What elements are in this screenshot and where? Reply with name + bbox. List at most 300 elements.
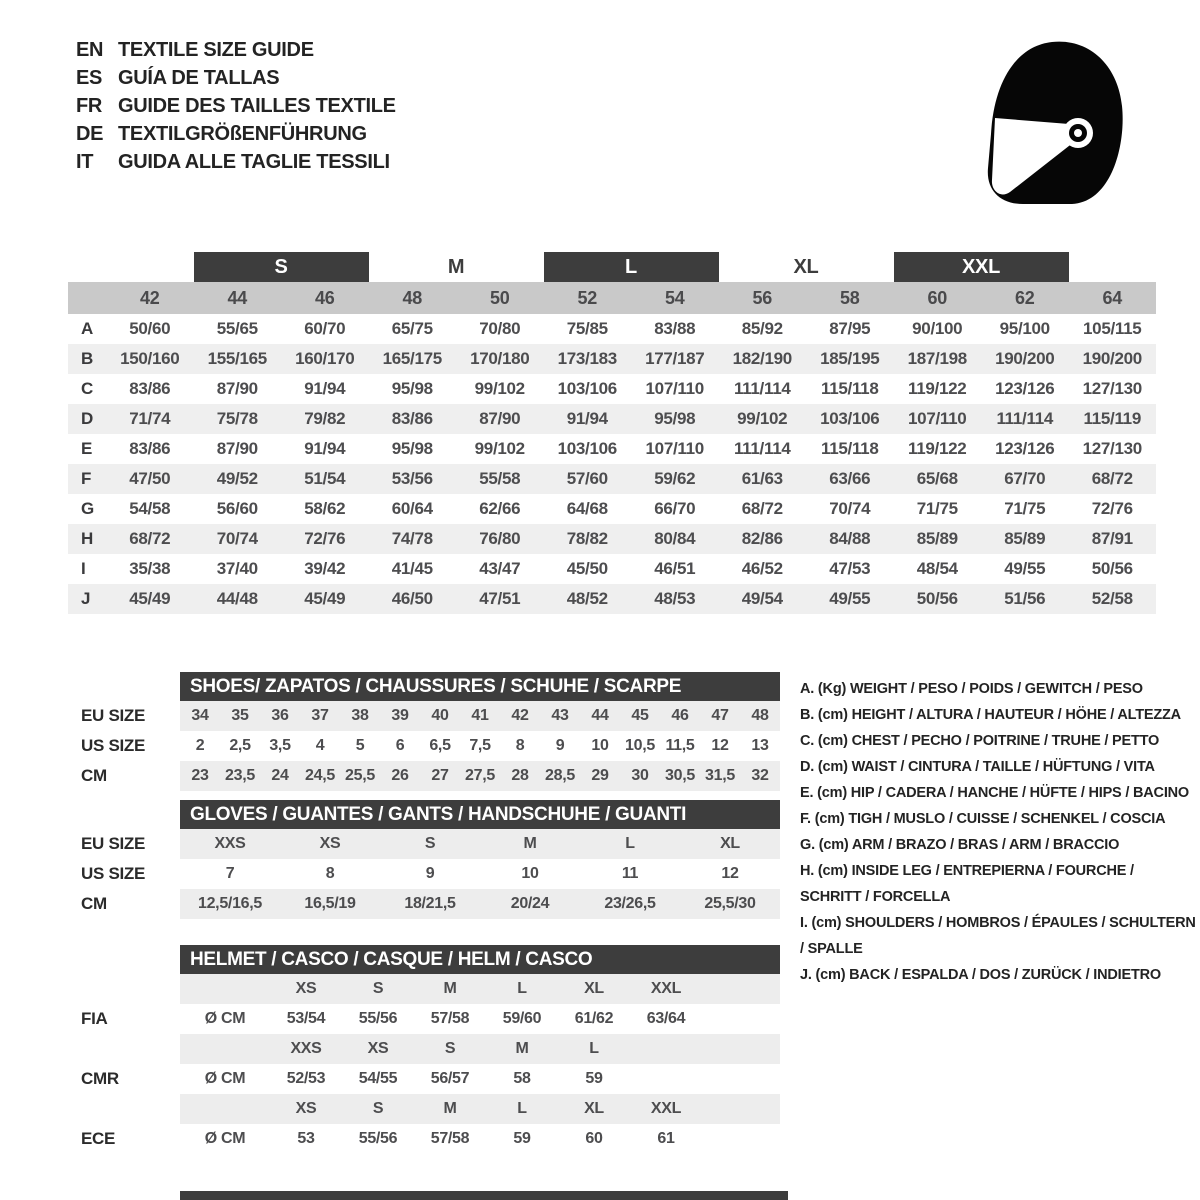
table-cell: 47 [711, 707, 729, 724]
language-code: FR [76, 94, 103, 117]
table-cell: 56/57 [430, 1070, 470, 1087]
table-cell: 55/65 [216, 319, 258, 338]
language-code: IT [76, 150, 94, 173]
table-cell: 48/53 [654, 589, 696, 608]
row-cells [106, 554, 1156, 584]
table-cell: 6,5 [429, 737, 451, 754]
table-cell: L [625, 835, 635, 852]
table-cell: 12,5/16,5 [197, 895, 263, 912]
column-header-cell: 48 [402, 287, 422, 308]
section-spacer [68, 919, 780, 945]
table-cell [630, 1034, 702, 1064]
table-cell: 49/55 [1004, 559, 1046, 578]
table-cell: 70/80 [479, 319, 521, 338]
row-label: E [81, 439, 93, 458]
table-cell: 45/50 [566, 559, 608, 578]
table-row [68, 314, 1156, 344]
table-cell: 127/130 [1082, 439, 1142, 458]
column-header-cell: 58 [840, 287, 860, 308]
table-cell: 23 [191, 767, 209, 784]
measurement-legend-entry: D. (cm) WAIST / CINTURA / TAILLE / HÜFTUNG / VITA [800, 759, 1155, 775]
table-cell: 16,5/19 [304, 895, 356, 912]
row-label [68, 1034, 180, 1064]
table-cell: Ø CM [204, 1070, 246, 1087]
table-cell: 7,5 [469, 737, 491, 754]
table-cell: 7 [225, 865, 235, 882]
row-cells [106, 374, 1156, 404]
language-title-row [76, 36, 396, 64]
helmet-section-title: HELMET / CASCO / CASQUE / HELM / CASCO [190, 948, 593, 970]
table-cell: M [443, 1100, 457, 1117]
table-cell: XS [295, 980, 317, 997]
table-cell: 37 [311, 707, 329, 724]
row-label: US SIZE [81, 864, 146, 883]
table-cell: 57/58 [430, 1130, 470, 1147]
table-cell: 40 [431, 707, 449, 724]
table-row [68, 1094, 780, 1124]
table-cell: S [444, 1040, 456, 1057]
row-cells [180, 761, 780, 791]
table-cell: 84/88 [829, 529, 871, 548]
table-cell: 80/84 [654, 529, 696, 548]
row-label: D [81, 409, 93, 428]
table-cell: 90/100 [912, 319, 963, 338]
table-row [68, 1004, 780, 1034]
table-cell: 42 [511, 707, 529, 724]
table-cell: 67/70 [1004, 469, 1046, 488]
row-label: G [81, 499, 94, 518]
table-cell: 59/62 [654, 469, 696, 488]
column-header-cell: 46 [315, 287, 335, 308]
column-header-cell: 50 [490, 287, 510, 308]
language-code: DE [76, 122, 104, 145]
table-cell: 12 [721, 865, 739, 882]
table-cell: 59 [585, 1070, 603, 1087]
table-cell: Ø CM [204, 1010, 246, 1027]
table-cell: 150/160 [120, 349, 180, 368]
table-cell: 11 [621, 865, 639, 882]
table-cell: 57/58 [430, 1010, 470, 1027]
table-cell: 34 [191, 707, 209, 724]
row-cells [106, 404, 1156, 434]
table-cell: 36 [271, 707, 289, 724]
table-cell: 105/115 [1083, 319, 1142, 338]
table-cell: 54/55 [358, 1070, 398, 1087]
table-cell: 79/82 [304, 409, 346, 428]
table-cell: 58/62 [304, 499, 346, 518]
row-cells [180, 829, 780, 859]
table-cell: 24,5 [305, 767, 335, 784]
table-cell: 37/40 [216, 559, 258, 578]
bottom-cropped-band [180, 1191, 788, 1200]
measurement-legend [800, 676, 1196, 988]
row-cells [180, 859, 780, 889]
measurement-legend-entry: G. (cm) ARM / BRAZO / BRAS / ARM / BRACCIO [800, 837, 1120, 853]
table-cell: L [517, 980, 527, 997]
table-cell: XXL [650, 980, 682, 997]
table-cell: 60/70 [304, 319, 346, 338]
measurement-legend-entry: I. (cm) SHOULDERS / HOMBROS / ÉPAULES / SCHULTERN / SPALLE [800, 915, 1196, 957]
table-cell: 103/106 [557, 439, 617, 458]
table-cell: XL [720, 835, 740, 852]
row-cells [106, 524, 1156, 554]
table-row [68, 524, 1156, 554]
table-cell: 107/110 [645, 379, 704, 398]
table-cell: 51/56 [1004, 589, 1046, 608]
shoes-section-title: SHOES/ ZAPATOS / CHAUSSURES / SCHUHE / SCARPE [190, 675, 682, 697]
language-title-row [76, 92, 396, 120]
table-cell: 58 [513, 1070, 531, 1087]
table-cell: 2,5 [229, 737, 251, 754]
gloves-section-header [180, 800, 780, 829]
table-cell: 127/130 [1082, 379, 1142, 398]
table-cell: 119/122 [908, 439, 967, 458]
table-cell: 28 [511, 767, 529, 784]
table-cell: L [589, 1040, 599, 1057]
table-cell: 68/72 [1091, 469, 1133, 488]
table-cell: 75/78 [216, 409, 258, 428]
table-row [68, 1034, 780, 1064]
table-cell: 49/55 [829, 589, 871, 608]
table-cell [630, 1064, 702, 1094]
table-cell: 23/26,5 [604, 895, 656, 912]
row-label: FIA [81, 1009, 108, 1028]
table-cell: 49/52 [216, 469, 258, 488]
table-cell: 51/54 [304, 469, 346, 488]
table-cell: 26 [391, 767, 409, 784]
table-cell [180, 1034, 270, 1064]
language-title-row [76, 148, 396, 176]
measurement-legend-entry: J. (cm) BACK / ESPALDA / DOS / ZURÜCK / INDIETRO [800, 967, 1161, 983]
table-cell: 61 [657, 1130, 675, 1147]
language-code: EN [76, 38, 104, 61]
table-cell: XS [367, 1040, 389, 1057]
column-header-cell: 64 [1102, 287, 1122, 308]
table-cell: XL [584, 980, 604, 997]
table-cell: 83/88 [654, 319, 696, 338]
table-row [68, 829, 780, 859]
table-row [68, 344, 1156, 374]
table-cell: 61/62 [574, 1010, 614, 1027]
table-cell: 82/86 [741, 529, 783, 548]
table-cell: 63/64 [646, 1010, 686, 1027]
table-cell: 87/91 [1091, 529, 1133, 548]
table-cell: 74/78 [391, 529, 433, 548]
row-label: A [81, 319, 93, 338]
language-title-list [76, 36, 396, 176]
table-cell: 111/114 [733, 379, 791, 398]
row-cells [180, 1004, 780, 1034]
table-cell: 60 [585, 1130, 603, 1147]
table-cell: 10,5 [625, 737, 655, 754]
table-cell: 190/200 [995, 349, 1055, 368]
table-cell: 55/58 [479, 469, 521, 488]
table-cell: 2 [195, 737, 205, 754]
table-cell [180, 974, 270, 1004]
size-band-m: M [447, 255, 465, 278]
table-cell: 6 [395, 737, 405, 754]
column-headers [106, 282, 1156, 314]
table-cell: 9 [425, 865, 435, 882]
table-cell: 10 [521, 865, 539, 882]
table-cell: 71/75 [1004, 499, 1046, 518]
table-cell: 111/114 [996, 409, 1054, 428]
table-cell: 35/38 [129, 559, 171, 578]
table-cell: 45/49 [129, 589, 171, 608]
row-label: CM [81, 766, 107, 785]
measurement-legend-entry: B. (cm) HEIGHT / ALTURA / HAUTEUR / HÖHE / ALTEZZA [800, 707, 1181, 723]
table-cell: 107/110 [645, 439, 704, 458]
table-row [68, 761, 780, 791]
table-cell: 38 [351, 707, 369, 724]
table-cell: 56/60 [216, 499, 258, 518]
size-band-l: L [544, 252, 719, 282]
table-row [68, 434, 1156, 464]
row-cells [180, 701, 780, 731]
table-cell: XXL [650, 1100, 682, 1117]
table-cell: 4 [315, 737, 325, 754]
table-cell: 23,5 [225, 767, 255, 784]
table-row [68, 584, 1156, 614]
row-cells [106, 584, 1156, 614]
table-cell: 27,5 [465, 767, 495, 784]
table-cell: 43 [551, 707, 569, 724]
row-cells [180, 974, 780, 1004]
table-cell: 46/50 [391, 589, 433, 608]
measurement-rows [68, 314, 1156, 614]
table-cell: 60/64 [391, 499, 433, 518]
table-cell: 57/60 [566, 469, 608, 488]
row-label: ECE [81, 1129, 116, 1148]
table-cell: 53/56 [391, 469, 433, 488]
column-header-cell: 52 [577, 287, 597, 308]
table-cell: 155/165 [207, 349, 267, 368]
table-cell: M [523, 835, 537, 852]
table-cell: 59/60 [502, 1010, 542, 1027]
table-cell: 85/89 [1004, 529, 1046, 548]
measurement-legend-entry: E. (cm) HIP / CADERA / HANCHE / HÜFTE / HIPS / BACINO [800, 785, 1189, 801]
section-spacer [68, 791, 780, 800]
column-header-cell: 62 [1015, 287, 1035, 308]
table-cell: 39/42 [304, 559, 346, 578]
table-cell: 47/50 [129, 469, 171, 488]
table-cell: XXS [214, 835, 246, 852]
column-header-cell: 42 [140, 287, 160, 308]
table-cell: 52/53 [286, 1070, 326, 1087]
table-cell: 123/126 [995, 379, 1055, 398]
table-cell: 46/51 [654, 559, 696, 578]
table-cell: 43/47 [479, 559, 521, 578]
table-cell: 20/24 [510, 895, 550, 912]
table-cell: 85/89 [916, 529, 958, 548]
table-cell: 103/106 [557, 379, 617, 398]
textile-size-table [68, 252, 1156, 614]
table-cell: 115/118 [821, 379, 879, 398]
row-cells [106, 464, 1156, 494]
table-cell: 115/119 [1083, 409, 1141, 428]
table-cell: 91/94 [566, 409, 608, 428]
table-cell: 46 [671, 707, 689, 724]
language-title-row [76, 64, 396, 92]
table-cell: 8 [515, 737, 525, 754]
table-cell: 65/75 [391, 319, 433, 338]
table-cell: 13 [751, 737, 769, 754]
table-cell: 99/102 [737, 409, 788, 428]
table-cell: 3,5 [269, 737, 291, 754]
table-row [68, 701, 780, 731]
accessory-tables [68, 672, 780, 1154]
table-cell: 24 [271, 767, 289, 784]
table-cell: 83/86 [391, 409, 433, 428]
table-row [68, 404, 1156, 434]
table-cell: 61/63 [741, 469, 783, 488]
table-cell: 64/68 [566, 499, 608, 518]
guide-title: GUIDA ALLE TAGLIE TESSILI [118, 150, 390, 173]
table-cell: 8 [325, 865, 335, 882]
column-header-cell: 54 [665, 287, 685, 308]
table-cell: S [372, 1100, 384, 1117]
size-band-s: S [194, 252, 369, 282]
row-cells [180, 1094, 780, 1124]
row-label: H [81, 529, 93, 548]
table-cell: 48/54 [916, 559, 958, 578]
row-label: F [81, 469, 92, 488]
table-cell: 91/94 [304, 439, 346, 458]
row-cells [106, 434, 1156, 464]
table-row [68, 889, 780, 919]
table-cell: 32 [751, 767, 769, 784]
row-label: CM [81, 894, 107, 913]
table-cell: 70/74 [829, 499, 871, 518]
table-cell: 78/82 [566, 529, 608, 548]
table-cell: 54/58 [129, 499, 171, 518]
shoes-section-header [180, 672, 780, 701]
table-cell: 9 [555, 737, 565, 754]
table-cell: XS [319, 835, 341, 852]
table-row [68, 859, 780, 889]
table-cell: 87/90 [216, 439, 258, 458]
guide-title: GUÍA DE TALLAS [118, 66, 280, 89]
table-cell: 45/49 [304, 589, 346, 608]
guide-title: TEXTILGRÖßENFÜHRUNG [118, 122, 367, 145]
row-label: C [81, 379, 93, 398]
table-cell: 62/66 [479, 499, 521, 518]
table-cell: 46/52 [741, 559, 783, 578]
table-row [68, 464, 1156, 494]
table-cell: 66/70 [654, 499, 696, 518]
table-cell: 25,5 [345, 767, 375, 784]
size-bands [106, 252, 1156, 282]
table-row [68, 554, 1156, 584]
measurement-legend-entry: C. (cm) CHEST / PECHO / POITRINE / TRUHE / PETTO [800, 733, 1160, 749]
row-label: J [81, 589, 91, 608]
table-cell: 99/102 [474, 439, 525, 458]
row-label: CMR [81, 1069, 119, 1088]
helmet-table [68, 974, 780, 1154]
table-cell: 48 [751, 707, 769, 724]
table-cell: XXS [290, 1040, 322, 1057]
table-cell: 68/72 [741, 499, 783, 518]
column-header-spacer [68, 282, 106, 314]
table-cell: 91/94 [304, 379, 346, 398]
table-cell: 63/66 [829, 469, 871, 488]
table-row [68, 1124, 780, 1154]
table-row [68, 494, 1156, 524]
table-cell: 71/75 [916, 499, 958, 518]
table-cell: 5 [355, 737, 365, 754]
row-cells [180, 1064, 780, 1094]
table-cell: 99/102 [474, 379, 525, 398]
table-cell: 111/114 [733, 439, 791, 458]
table-cell: 87/90 [216, 379, 258, 398]
table-cell: 18/21,5 [404, 895, 456, 912]
row-cells [106, 494, 1156, 524]
racing-helmet-icon [978, 38, 1130, 208]
table-cell: 53 [297, 1130, 315, 1147]
table-cell: 30 [631, 767, 649, 784]
table-cell: 10 [591, 737, 609, 754]
table-cell: 31,5 [705, 767, 735, 784]
row-label: US SIZE [81, 736, 146, 755]
table-cell: 72/76 [304, 529, 346, 548]
table-cell: 85/92 [741, 319, 783, 338]
table-cell: 72/76 [1091, 499, 1133, 518]
column-header-cell: 56 [752, 287, 772, 308]
table-cell: 47/53 [829, 559, 871, 578]
column-header-cell: 44 [227, 287, 247, 308]
row-cells [106, 344, 1156, 374]
table-cell: 95/100 [999, 319, 1050, 338]
table-cell: 95/98 [391, 379, 433, 398]
table-cell: 173/183 [557, 349, 617, 368]
row-cells [180, 731, 780, 761]
table-cell: 53/54 [286, 1010, 326, 1027]
language-title-row [76, 120, 396, 148]
table-row [68, 731, 780, 761]
table-cell [180, 1094, 270, 1124]
row-label: EU SIZE [81, 706, 146, 725]
row-label [68, 974, 180, 1004]
table-cell: 27 [431, 767, 449, 784]
table-cell: 50/56 [916, 589, 958, 608]
table-cell: 87/95 [829, 319, 871, 338]
row-label [68, 1094, 180, 1124]
table-cell: 83/86 [129, 439, 171, 458]
table-cell: 95/98 [654, 409, 696, 428]
table-cell: 185/195 [820, 349, 880, 368]
table-cell: 55/56 [358, 1130, 398, 1147]
helmet-section-header [180, 945, 780, 974]
table-cell: 28,5 [545, 767, 575, 784]
row-label: B [81, 349, 93, 368]
table-cell: M [443, 980, 457, 997]
column-header-cell: 60 [927, 287, 947, 308]
table-cell: 50/56 [1091, 559, 1133, 578]
band-row-spacer [68, 252, 106, 282]
table-cell: 52/58 [1091, 589, 1133, 608]
table-cell: 95/98 [391, 439, 433, 458]
table-cell: S [424, 835, 436, 852]
table-cell: 71/74 [129, 409, 171, 428]
table-row [68, 374, 1156, 404]
column-header-row [68, 282, 1156, 314]
row-cells [180, 1034, 780, 1064]
table-cell: M [515, 1040, 529, 1057]
table-cell: 177/187 [645, 349, 705, 368]
measurement-legend-entry: F. (cm) TIGH / MUSLO / CUISSE / SCHENKEL / COSCIA [800, 811, 1166, 827]
guide-title: GUIDE DES TAILLES TEXTILE [118, 94, 396, 117]
table-cell: 55/56 [358, 1010, 398, 1027]
